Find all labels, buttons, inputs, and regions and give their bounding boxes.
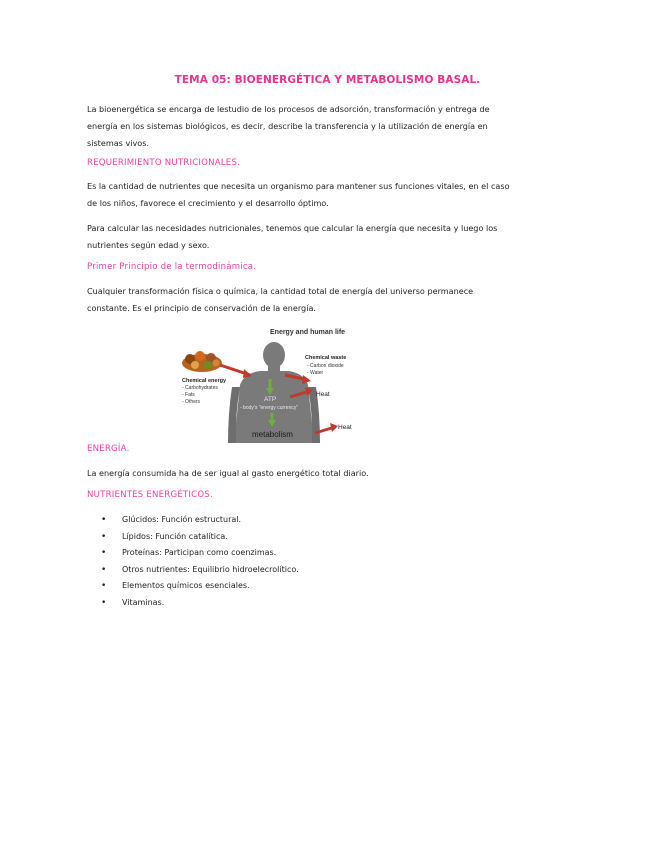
heading-energia: ENERGÍA. bbox=[87, 444, 130, 454]
food-pile-image bbox=[182, 351, 222, 372]
intro-paragraph: La bioenergética se encarga de lestudio de los procesos de adsorción, transformación y entrega de energía en los sistemas biológicos, es decir, describe la transferencia y la utilización de energía en sistemas vivos. bbox=[87, 104, 490, 148]
energy-figure-svg bbox=[180, 325, 380, 445]
nutrientes-list bbox=[87, 512, 299, 611]
list-item: • Lípidos: Función catalítica. bbox=[87, 529, 299, 546]
chem-waste-item: - Water bbox=[307, 370, 324, 376]
list-item: • Proteínas: Participan como coenzimas. bbox=[87, 545, 299, 562]
atp-label: ATP bbox=[264, 396, 277, 403]
heat-label-1: Heat bbox=[316, 391, 330, 398]
termodinamica-paragraph: Cualquier transformación física o química, la cantidad total de energía del universo permanece constante. Es el principio de conservación de la energía. bbox=[87, 286, 474, 313]
metabolism-label: metabolism bbox=[252, 430, 293, 439]
chem-waste-item: - Carbon dioxide bbox=[307, 363, 344, 369]
list-item: • Vitaminas. bbox=[87, 595, 299, 612]
chem-energy-item: - Others bbox=[182, 399, 201, 405]
heading-termodinamica: Primer Principio de la termodinámica. bbox=[87, 262, 257, 272]
energy-human-life-figure bbox=[180, 325, 380, 445]
heat-label-2: Heat bbox=[338, 424, 352, 431]
atp-sub-label: - body's "energy currency" bbox=[240, 405, 299, 411]
chem-energy-item: - Fats bbox=[182, 392, 195, 398]
page-title: TEMA 05: BIOENERGÉTICA Y METABOLISMO BASAL. bbox=[174, 74, 481, 86]
requerimiento-paragraph: Es la cantidad de nutrientes que necesita un organismo para mantener sus funciones vitales, en el caso de los niños, favorece el crecimiento y el desarrollo óptimo. bbox=[87, 181, 510, 208]
chem-energy-item: - Carbohydrates bbox=[182, 385, 218, 391]
list-item: • Otros nutrientes: Equilibrio hidroelecrolítico. bbox=[87, 562, 299, 579]
heading-nutrientes: NUTRIENTES ENERGÉTICOS. bbox=[87, 490, 213, 500]
list-item: • Glúcidos: Función estructural. bbox=[87, 512, 299, 529]
chem-energy-label: Chemical energy bbox=[182, 378, 227, 384]
heading-requerimiento: REQUERIMIENTO NUTRICIONALES. bbox=[87, 158, 241, 168]
calculo-paragraph: Para calcular las necesidades nutricionales, tenemos que calcular la energía que necesita y luego los nutrientes según edad y sexo. bbox=[87, 223, 498, 250]
chem-waste-label: Chemical waste bbox=[305, 355, 347, 361]
energia-paragraph: La energía consumida ha de ser igual al gasto energético total diario. bbox=[87, 468, 369, 478]
figure-title: Energy and human life bbox=[270, 329, 346, 336]
list-item: • Elementos químicos esenciales. bbox=[87, 578, 299, 595]
